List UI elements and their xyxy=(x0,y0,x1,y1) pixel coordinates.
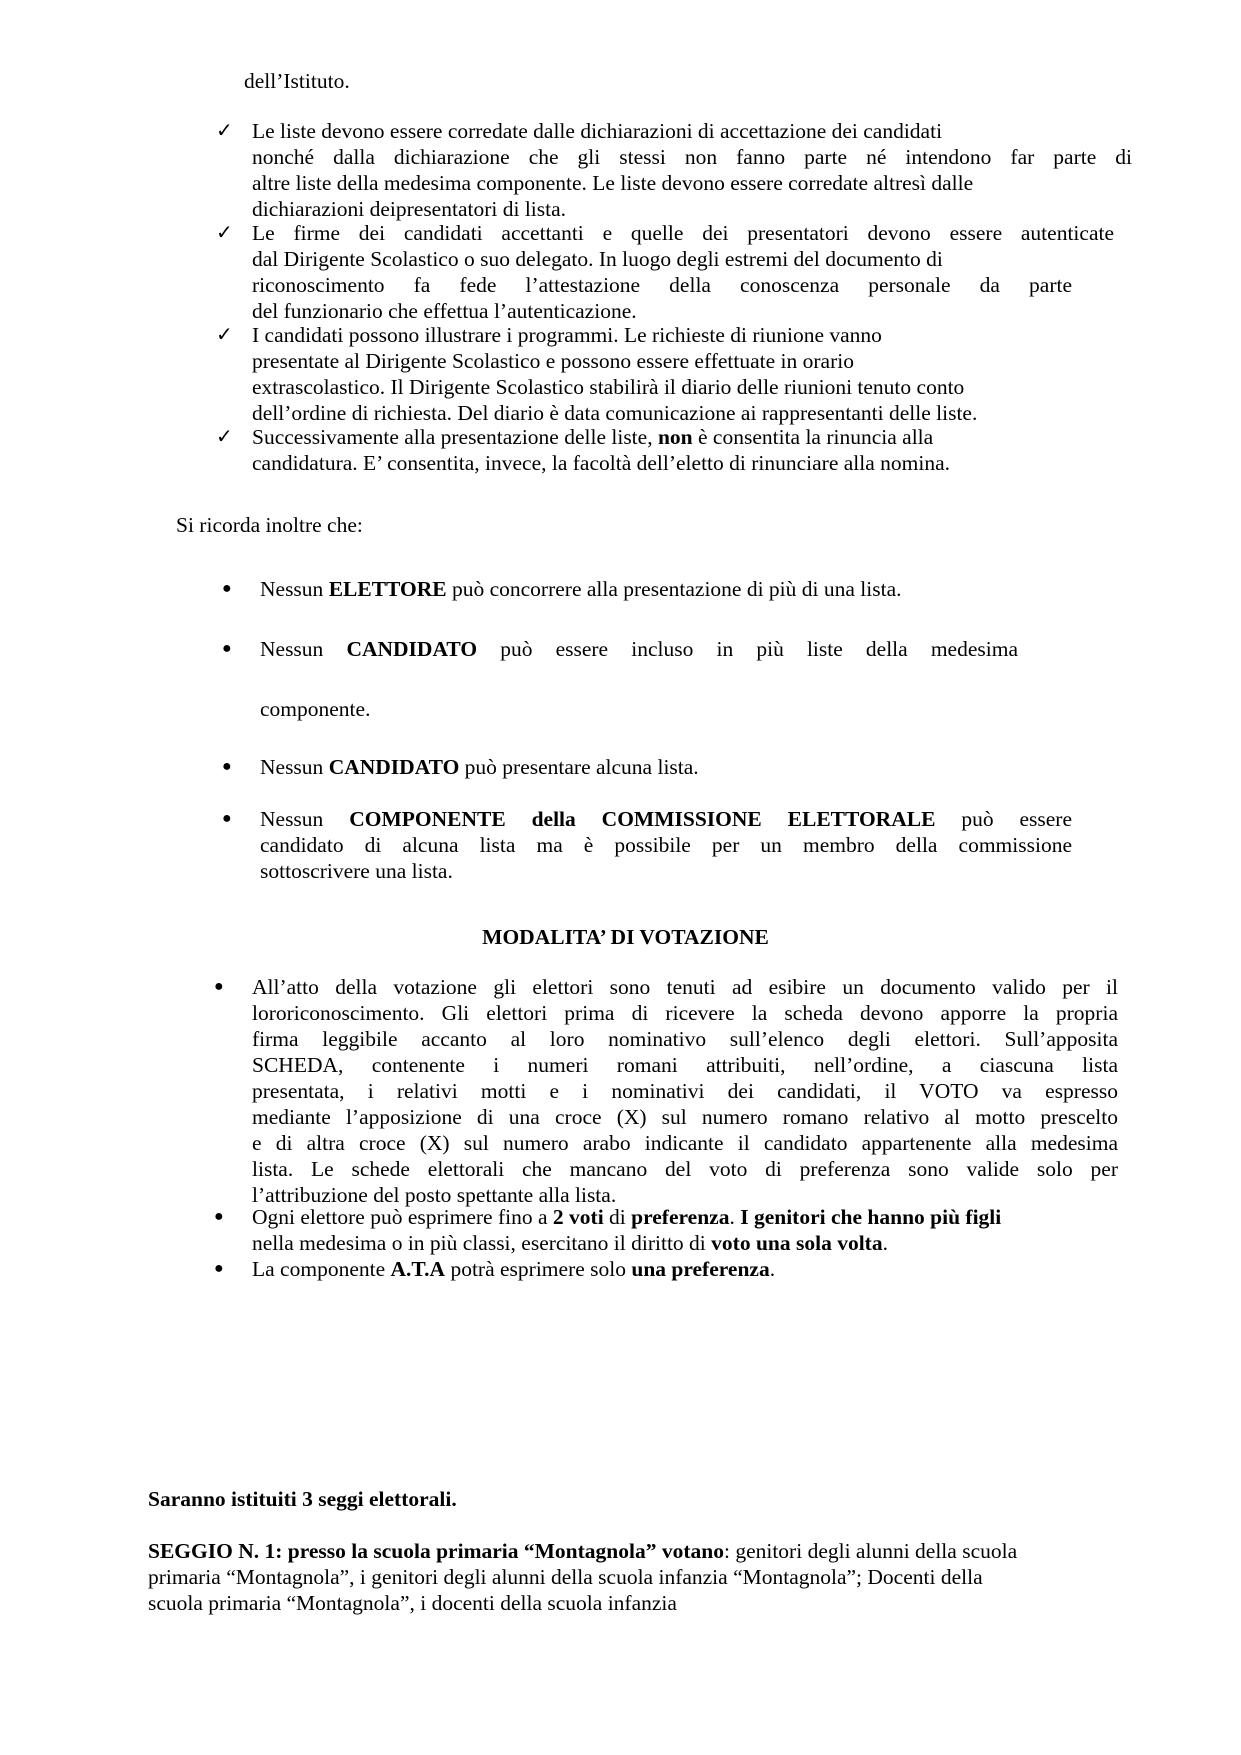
seggio-1-lead: SEGGIO N. 1: presso la scuola primaria “Montagnola” votano xyxy=(148,1539,724,1563)
bullet-icon: ● xyxy=(214,1260,224,1277)
text-line: primaria “Montagnola”, i genitori degli alunni della scuola infanzia “Montagnola”; Docenti della xyxy=(148,1565,983,1589)
checklist-item xyxy=(216,220,1136,328)
section-heading-voting: MODALITA’ DI VOTAZIONE xyxy=(482,925,769,949)
reminder-item: Nessun ELETTORE può concorrere alla presentazione di più di una lista. xyxy=(260,577,902,601)
text-line: scuola primaria “Montagnola”, i docenti della scuola infanzia xyxy=(148,1591,677,1615)
text-line: dal Dirigente Scolastico o suo delegato. In luogo degli estremi del documento di xyxy=(252,247,943,271)
voting-item: La componente A.T.A potrà esprimere solo una preferenza. xyxy=(252,1257,776,1281)
bullet-icon: ● xyxy=(222,810,232,827)
text-line: sottoscrivere una lista. xyxy=(260,859,453,883)
bullet-icon: ● xyxy=(222,640,232,657)
check-icon: ✓ xyxy=(216,324,233,346)
seggi-heading: Saranno istituiti 3 seggi elettorali. xyxy=(148,1487,457,1511)
checklist-item xyxy=(216,118,1136,226)
text-line: e di altra croce (X) sul numero arabo indicante il candidato appartenente alla medesima xyxy=(252,1131,1118,1155)
reminder-heading: Si ricorda inoltre che: xyxy=(176,513,363,537)
text-line: dichiarazioni deipresentatori di lista. xyxy=(252,197,567,221)
text-line: riconoscimento fa fede l’attestazione della conoscenza personale da parte xyxy=(252,273,1072,297)
text-line: dell’ordine di richiesta. Del diario è data comunicazione ai rappresentanti delle liste. xyxy=(252,401,978,425)
text-line: Le liste devono essere corredate dalle dichiarazioni di accettazione dei candidati xyxy=(252,119,943,143)
text-line: nonché dalla dichiarazione che gli stessi non fanno parte né intendono far parte di xyxy=(252,145,1132,169)
text-line: Successivamente alla presentazione delle liste, non è consentita la rinuncia alla xyxy=(252,425,934,449)
bullet-icon: ● xyxy=(222,758,232,775)
text-line: altre liste della medesima componente. Le liste devono essere corredate altresì dalle xyxy=(252,171,974,195)
check-icon: ✓ xyxy=(216,222,233,244)
reminder-item: Nessun CANDIDATO può essere incluso in più liste della medesima xyxy=(260,637,1018,661)
text-line: Ogni elettore può esprimere fino a 2 voti di preferenza. I genitori che hanno più figli xyxy=(252,1205,1002,1229)
reminder-continuation: componente. xyxy=(260,697,371,721)
checklist-item xyxy=(216,322,1136,430)
reminder-item: Nessun CANDIDATO può presentare alcuna lista. xyxy=(260,755,699,779)
text-line: extrascolastico. Il Dirigente Scolastico stabilirà il diario delle riunioni tenuto conto xyxy=(252,375,965,399)
checklist-text xyxy=(252,424,1132,476)
text-line: lista. Le schede elettorali che mancano del voto di preferenza sono valide solo per xyxy=(252,1157,1118,1181)
voting-item xyxy=(252,1204,1132,1256)
text-line: nella medesima o in più classi, esercitano il diritto di voto una sola volta. xyxy=(252,1231,888,1255)
text-line: del funzionario che effettua l’autenticazione. xyxy=(252,299,637,323)
checklist-item xyxy=(216,424,1136,480)
text-line: presentate al Dirigente Scolastico e possono essere effettuate in orario xyxy=(252,349,854,373)
text-line: candidato di alcuna lista ma è possibile per un membro della commissione xyxy=(260,833,1072,857)
bullet-icon: ● xyxy=(214,978,224,995)
intro-fragment: dell’Istituto. xyxy=(244,69,350,93)
text-line: SCHEDA, contenente i numeri romani attribuiti, nell’ordine, a ciascuna lista xyxy=(252,1053,1118,1077)
voting-item xyxy=(252,974,1118,1208)
text-line: Nessun COMPONENTE della COMMISSIONE ELETTORALE può essere xyxy=(260,807,1072,831)
text-line: I candidati possono illustrare i programmi. Le richieste di riunione vanno xyxy=(252,323,882,347)
emphasis-non: non xyxy=(657,425,693,449)
text-line: candidatura. E’ consentita, invece, la facoltà dell’eletto di rinunciare alla nomina. xyxy=(252,451,951,475)
checklist-text xyxy=(252,322,1132,426)
text-line: mediante l’apposizione di una croce (X) sul numero romano relativo al motto prescelto xyxy=(252,1105,1118,1129)
seggio-1-paragraph xyxy=(148,1538,1158,1616)
reminder-item xyxy=(260,806,1072,884)
text-line: l’attribuzione del posto spettante alla lista. xyxy=(252,1183,617,1207)
check-icon: ✓ xyxy=(216,426,233,448)
text-line: All’atto della votazione gli elettori sono tenuti ad esibire un documento valido per il xyxy=(252,975,1118,999)
text-line: presentata, i relativi motti e i nominativi dei candidati, il VOTO va espresso xyxy=(252,1079,1118,1103)
checklist-text xyxy=(252,118,1132,222)
bullet-icon: ● xyxy=(222,580,232,597)
text-line: lororiconoscimento. Gli elettori prima di ricevere la scheda devono apporre la propria xyxy=(252,1001,1118,1025)
checklist-text xyxy=(252,220,1132,324)
check-icon: ✓ xyxy=(216,120,233,142)
text-line: Le firme dei candidati accettanti e quelle dei presentatori devono essere autenticate xyxy=(252,221,1114,245)
bullet-icon: ● xyxy=(214,1208,224,1225)
text-line: firma leggibile accanto al loro nominativo sull’elenco degli elettori. Sull’apposita xyxy=(252,1027,1118,1051)
text-line: SEGGIO N. 1: presso la scuola primaria “Montagnola” votano: genitori degli alunni della scuola xyxy=(148,1539,1018,1563)
